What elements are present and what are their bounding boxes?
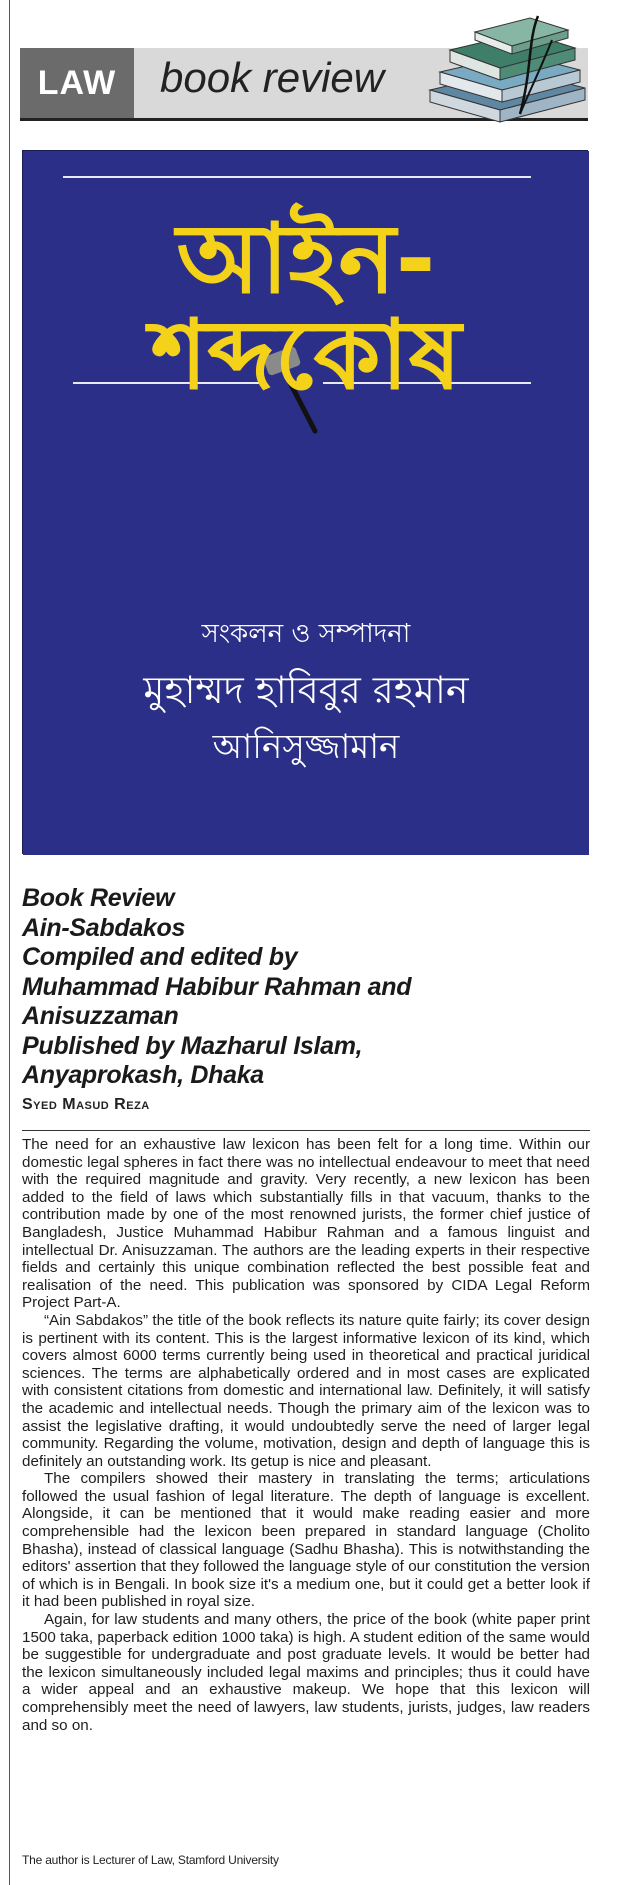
- cover-subtitle: সংকলন ও সম্পাদনা: [201, 619, 411, 649]
- heading-line: Anisuzzaman: [22, 1002, 179, 1030]
- section-title: book review: [160, 54, 385, 101]
- byline: [22, 1096, 150, 1114]
- heading-line: Ain-Sabdakos: [22, 913, 186, 942]
- heading-line: Muhammad Habibur Rahman and: [22, 972, 412, 1001]
- byline-text: Syed Masud Reza: [22, 1096, 150, 1113]
- review-heading: [22, 884, 602, 1091]
- cover-title: আইন-শব্দকোষ: [150, 203, 462, 411]
- heading-line: Book Review: [22, 884, 175, 912]
- author-note: The author is Lecturer of Law, Stamford University: [22, 1853, 279, 1867]
- paragraph: The compilers showed their mastery in translating the terms; articulations followed the usual fashion of legal literature. The depth of language is excellent. Alongside, it can be mentioned that it would make reading easier and more comprehensible had the lexicon been prepared in standard language (Cholito Bhasha), instead of classical language (Sadhu Bhasha). This is notwithstanding the editors' assertion that they followed the language style of our constitution the version of which is in Bengali. In book size it's a medium one, but it could get a better look if it had been published in royal size.: [22, 1470, 590, 1611]
- column-rule: [9, 0, 10, 1885]
- paragraph: The need for an exhaustive law lexicon has been felt for a long time. Within our domestic legal spheres in fact there was no intellectual endeavour to meet that need with the required magnitude and gravity. Very recently, a new lexicon has been added to the field of laws which substantially fills in that vacuum, thanks to the contribution made by one of the most renowned jurists, the former chief justice of Bangladesh, Justice Muhammad Habibur Rahman and a famous linguist and intellectual Dr. Anisuzzaman. The authors are the leading experts in their respective fields and certainly this unique combination reflected the best possible feat and realisation of the need. This publication was sponsored by CIDA Legal Reform Project Part-A.: [22, 1136, 590, 1312]
- paragraph: Again, for law students and many others, the price of the book (white paper print 1500 taka, paperback edition 1000 taka) is high. A student edition of the same would be suggestible for undergraduate and post graduate levels. It would be better had the lexicon simultaneously included legal maxims and principles; thus it could have a wider appeal and an exhaustive makeup. We hope that this lexicon will comprehensibly meet the need of lawyers, law students, jurists, judges, law readers and so on.: [22, 1611, 590, 1734]
- book-cover: [22, 150, 588, 854]
- section-label: LAW: [20, 48, 134, 118]
- review-body: [22, 1136, 590, 1734]
- book-stack-icon: [420, 10, 595, 125]
- heading-line: Compiled and edited by: [22, 943, 298, 971]
- heading-line: Anyaprokash, Dhaka: [22, 1061, 264, 1089]
- cover-author-2: আনিসুজ্জামান: [212, 727, 400, 767]
- paragraph: “Ain Sabdakos” the title of the book reflects its nature quite fairly; its cover design is pertinent with its content. This is the largest informative lexicon of its kind, which covers almost 6000 terms currently being used in theoretical and practical juridical sciences. The terms are alphabetically ordered and in most cases are explicated with consistent citations from domestic and international law. Definitely, it will satisfy the academic and intellectual needs. Though the primary aim of the lexicon was to assist the legislative drafting, it would undoubtedly serve the need of larger legal community. Regarding the volume, motivation, design and depth of language this is definitely an outstanding work. Its getup is nice and pleasant.: [22, 1311, 590, 1470]
- divider: [22, 1130, 590, 1131]
- heading-line: Published by Mazharul Islam,: [22, 1031, 363, 1060]
- cover-author-1: মুহাম্মদ হাবিবুর রহমান: [143, 668, 469, 712]
